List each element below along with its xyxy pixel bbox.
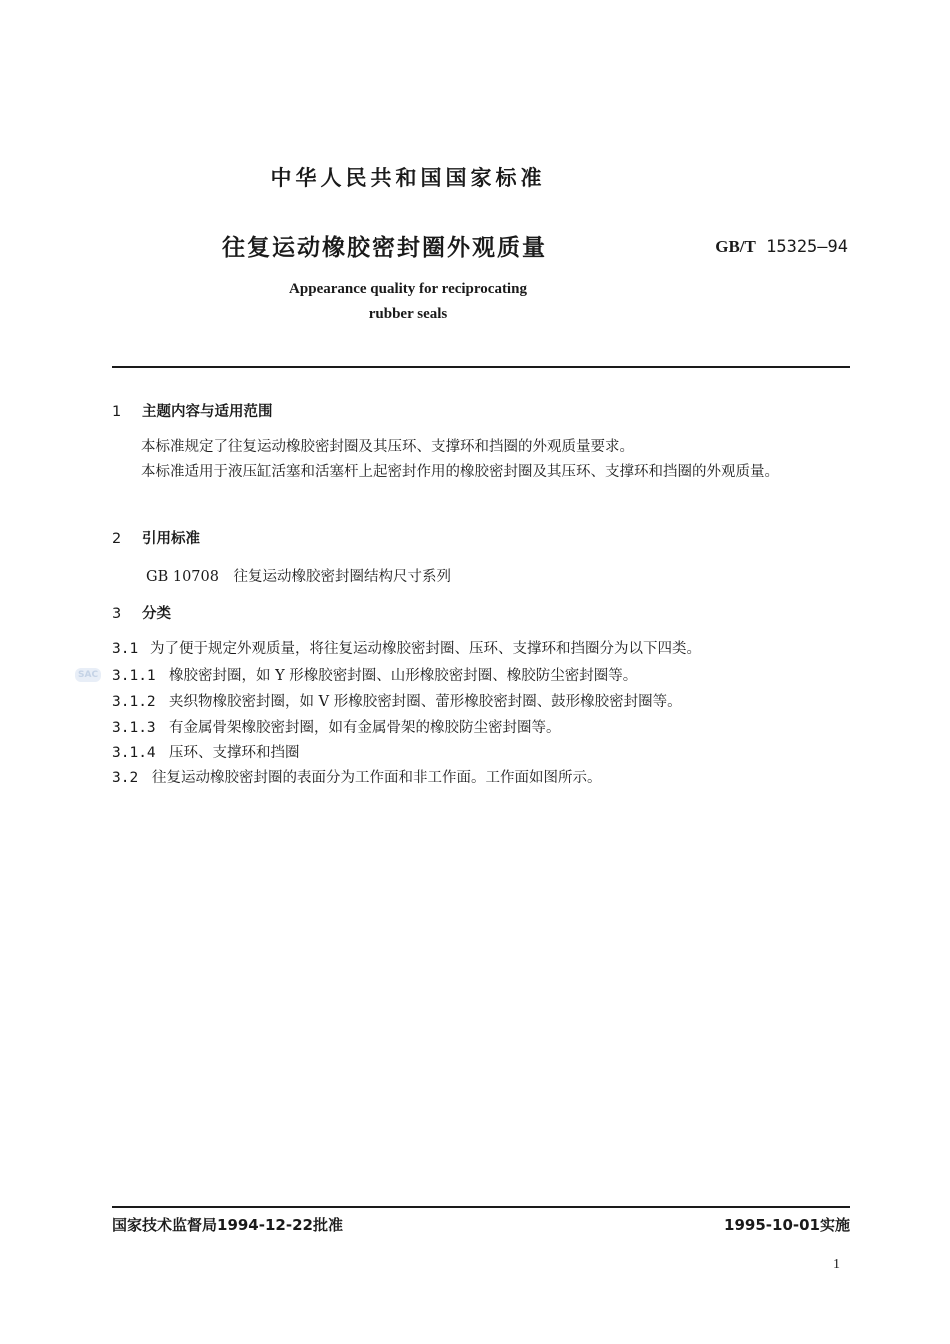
section-number: 3 [112, 606, 122, 622]
clause-text: 橡胶密封圈，如 Y 形橡胶密封圈、山形橡胶密封圈、橡胶防尘密封圈等。 [169, 668, 638, 684]
section-number: 1 [112, 404, 122, 420]
national-standard-heading: 中华人民共和国国家标准 [270, 166, 546, 190]
section-2-heading [112, 527, 200, 548]
implementation-date: 1995-10-01实施 [724, 1216, 850, 1234]
clause-number: 3.1.1 [112, 668, 156, 684]
section-title: 分类 [142, 606, 171, 622]
clause-item [112, 637, 701, 658]
standard-title-cn: 往复运动橡胶密封圈外观质量 [222, 235, 547, 261]
referenced-standard: GB 10708 往复运动橡胶密封圈结构尺寸系列 [146, 569, 451, 585]
clause-number: 3.1.4 [112, 745, 156, 761]
header-divider [112, 366, 850, 368]
clause-text: 压环、支撑环和挡圈 [169, 745, 300, 761]
standard-prefix: GB/T [715, 237, 756, 256]
section-1-paragraph-1: 本标准规定了往复运动橡胶密封圈及其压环、支撑环和挡圈的外观质量要求。 [141, 439, 634, 455]
clause-item [112, 664, 637, 685]
standard-number: 15325—94 [766, 237, 848, 257]
footer-divider [112, 1206, 850, 1208]
clause-number: 3.2 [112, 770, 139, 786]
sac-watermark: SAC [75, 668, 101, 682]
clause-text: 为了便于规定外观质量，将往复运动橡胶密封圈、压环、支撑环和挡圈分为以下四类。 [150, 641, 701, 657]
section-number: 2 [112, 531, 122, 547]
clause-text: 往复运动橡胶密封圈的表面分为工作面和非工作面。工作面如图所示。 [152, 770, 602, 786]
page-number: 1 [833, 1257, 840, 1272]
section-title: 引用标准 [142, 531, 200, 547]
clause-text: 有金属骨架橡胶密封圈，如有金属骨架的橡胶防尘密封圈等。 [169, 720, 561, 736]
clause-number: 3.1.2 [112, 694, 156, 710]
standard-code [715, 237, 848, 257]
section-3-heading [112, 602, 171, 623]
clause-item [112, 766, 602, 787]
clause-number: 3.1.3 [112, 720, 156, 736]
section-1-heading [112, 400, 273, 421]
clause-number: 3.1 [112, 641, 139, 657]
clause-item [112, 741, 300, 762]
section-title: 主题内容与适用范围 [142, 404, 273, 420]
clause-item [112, 716, 561, 737]
clause-item [112, 690, 682, 711]
section-1-paragraph-2: 本标准适用于液压缸活塞和活塞杆上起密封作用的橡胶密封圈及其压环、支撑环和挡圈的外观质量。 [141, 464, 779, 480]
clause-text: 夹织物橡胶密封圈，如 V 形橡胶密封圈、蕾形橡胶密封圈、鼓形橡胶密封圈等。 [169, 694, 682, 710]
standard-title-en-line2: rubber seals [368, 306, 448, 322]
approval-date: 国家技术监督局1994-12-22批准 [112, 1216, 343, 1234]
standard-title-en-line1: Appearance quality for reciprocating [289, 281, 527, 297]
